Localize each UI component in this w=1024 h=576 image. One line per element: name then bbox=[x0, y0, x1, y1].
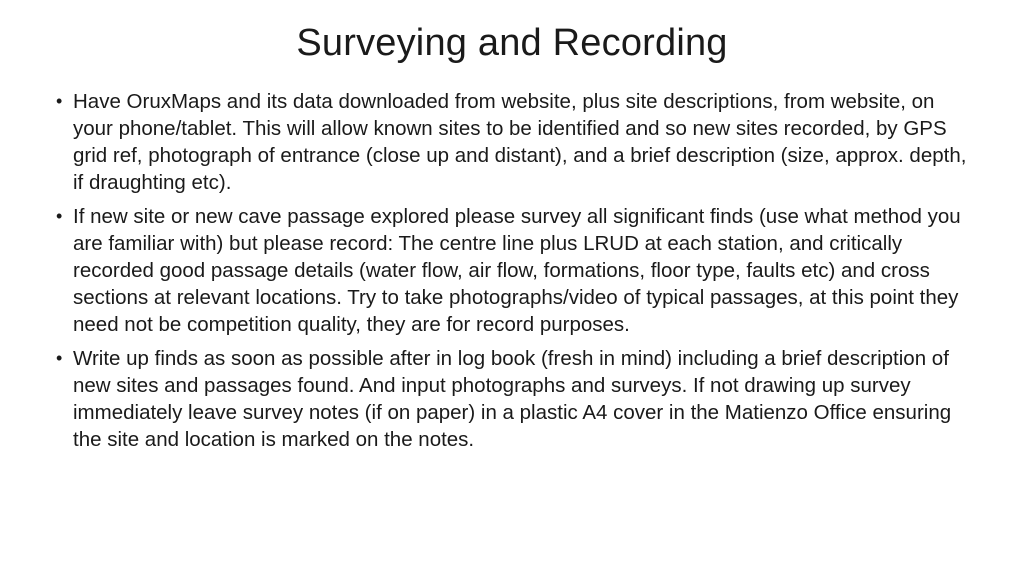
bullet-list bbox=[56, 88, 976, 460]
bullet-text: If new site or new cave passage explored please survey all significant finds (use what method you are familiar with) but please record: The centre line plus LRUD at each station, and critically recorded good passage details (water flow, air flow, formations, floor type, faults etc) and cross sections at relevant locations. Try to take photographs/video of typical passages, at this point they need not be competition quality, they are for record purposes. bbox=[73, 205, 961, 336]
bullet-text: Write up finds as soon as possible after in log book (fresh in mind) including a brief description of new sites and passages found. And input photographs and surveys. If not drawing up survey immediately leave survey notes (if on paper) in a plastic A4 cover in the Matienzo Office ensuring the site and location is marked on the notes. bbox=[73, 347, 952, 451]
bullet-marker: • bbox=[56, 91, 63, 111]
bullet-item-gps-recording bbox=[56, 88, 976, 196]
bullet-marker: • bbox=[56, 348, 63, 368]
bullet-marker: • bbox=[56, 206, 63, 226]
bullet-text: Have OruxMaps and its data downloaded from website, plus site descriptions, from website, on your phone/tablet. This will allow known sites to be identified and so new sites recorded, by GPS grid ref, photograph of entrance (close up and distant), and a brief description (size, approx. depth, if draughting etc). bbox=[73, 90, 967, 194]
bullet-item-survey-finds bbox=[56, 203, 976, 338]
slide-title: Surveying and Recording bbox=[296, 22, 728, 64]
bullet-item-write-up bbox=[56, 345, 976, 453]
